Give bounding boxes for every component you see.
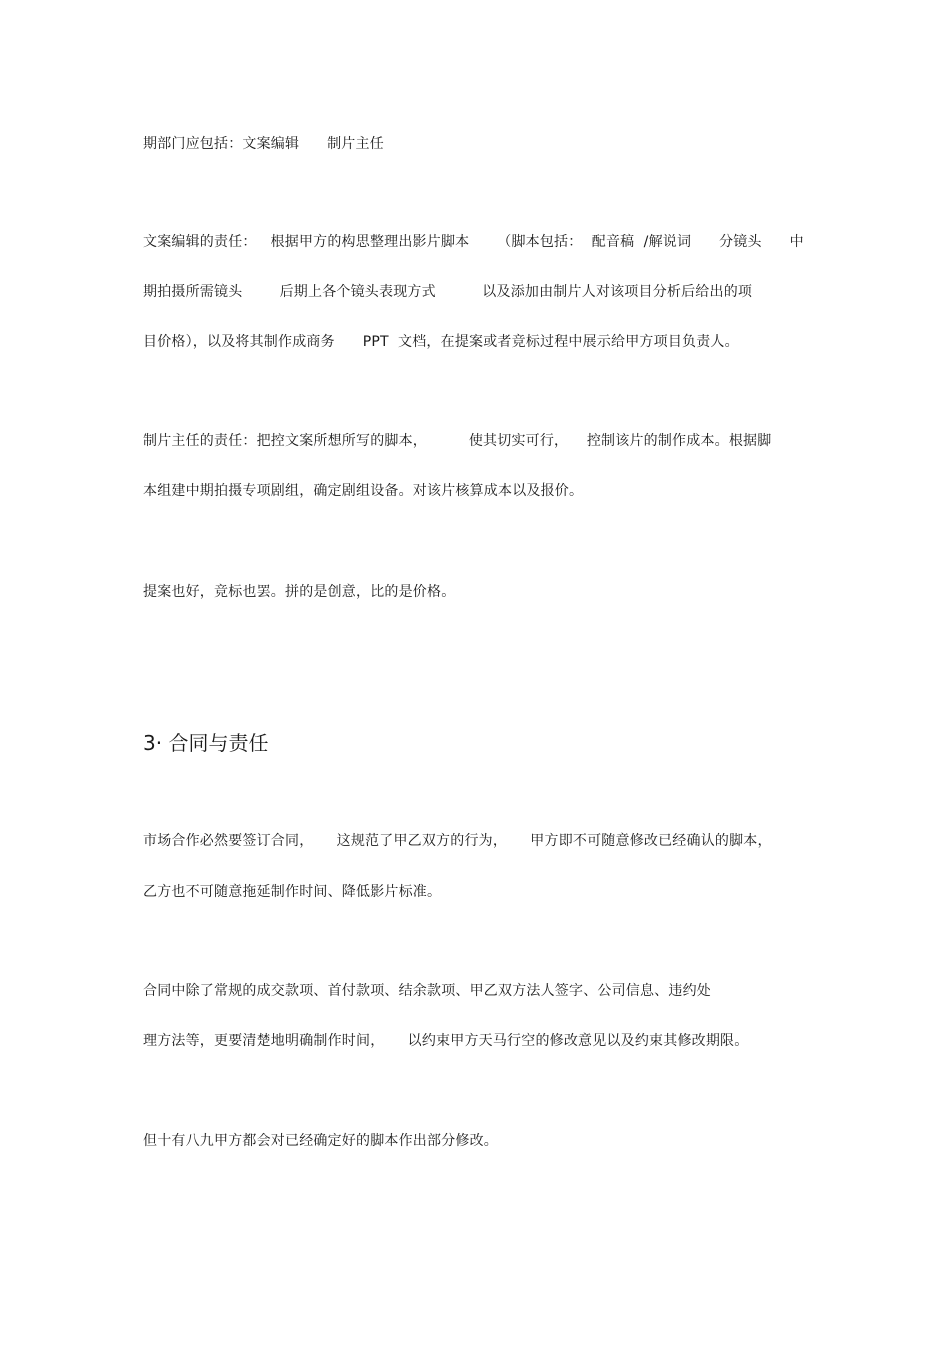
paragraph-contract-terms-line-2: 理方法等，更要清楚地明确制作时间， 以约束甲方天马行空的修改意见以及约束其修改期限。 (143, 1033, 749, 1049)
paragraph-contract-line-2: 乙方也不可随意拖延制作时间、降低影片标准。 (143, 884, 442, 900)
paragraph-copy-editor-line-3: 目价格），以及将其制作成商务 PPT 文档，在提案或者竞标过程中展示给甲方项目负责人。 (143, 334, 739, 350)
section-heading-contract: 3· 合同与责任 (143, 731, 269, 755)
paragraph-copy-editor-line-1: 文案编辑的责任： 根据甲方的构思整理出影片脚本 （脚本包括： 配音稿 /解说词 分镜头 中 (143, 234, 804, 250)
paragraph-contract-line-1: 市场合作必然要签订合同， 这规范了甲乙双方的行为， 甲方即不可随意修改已经确认的脚本， (143, 833, 772, 849)
paragraph-copy-editor-line-2: 期拍摄所需镜头 后期上各个镜头表现方式 以及添加由制片人对该项目分析后给出的项 (143, 284, 753, 300)
paragraph-production-manager-line-1: 制片主任的责任：把控文案所想所写的脚本， 使其切实可行， 控制该片的制作成本。根据脚 (143, 433, 772, 449)
paragraph-revisions-line-1: 但十有八九甲方都会对已经确定好的脚本作出部分修改。 (143, 1133, 498, 1149)
paragraph-departments-line-1: 期部门应包括：文案编辑 制片主任 (143, 136, 384, 152)
paragraph-contract-terms-line-1: 合同中除了常规的成交款项、首付款项、结余款项、甲乙双方法人签字、公司信息、违约处 (143, 983, 711, 999)
paragraph-proposal-line-1: 提案也好，竞标也罢。拼的是创意，比的是价格。 (143, 584, 456, 600)
paragraph-production-manager-line-2: 本组建中期拍摄专项剧组，确定剧组设备。对该片核算成本以及报价。 (143, 483, 584, 499)
